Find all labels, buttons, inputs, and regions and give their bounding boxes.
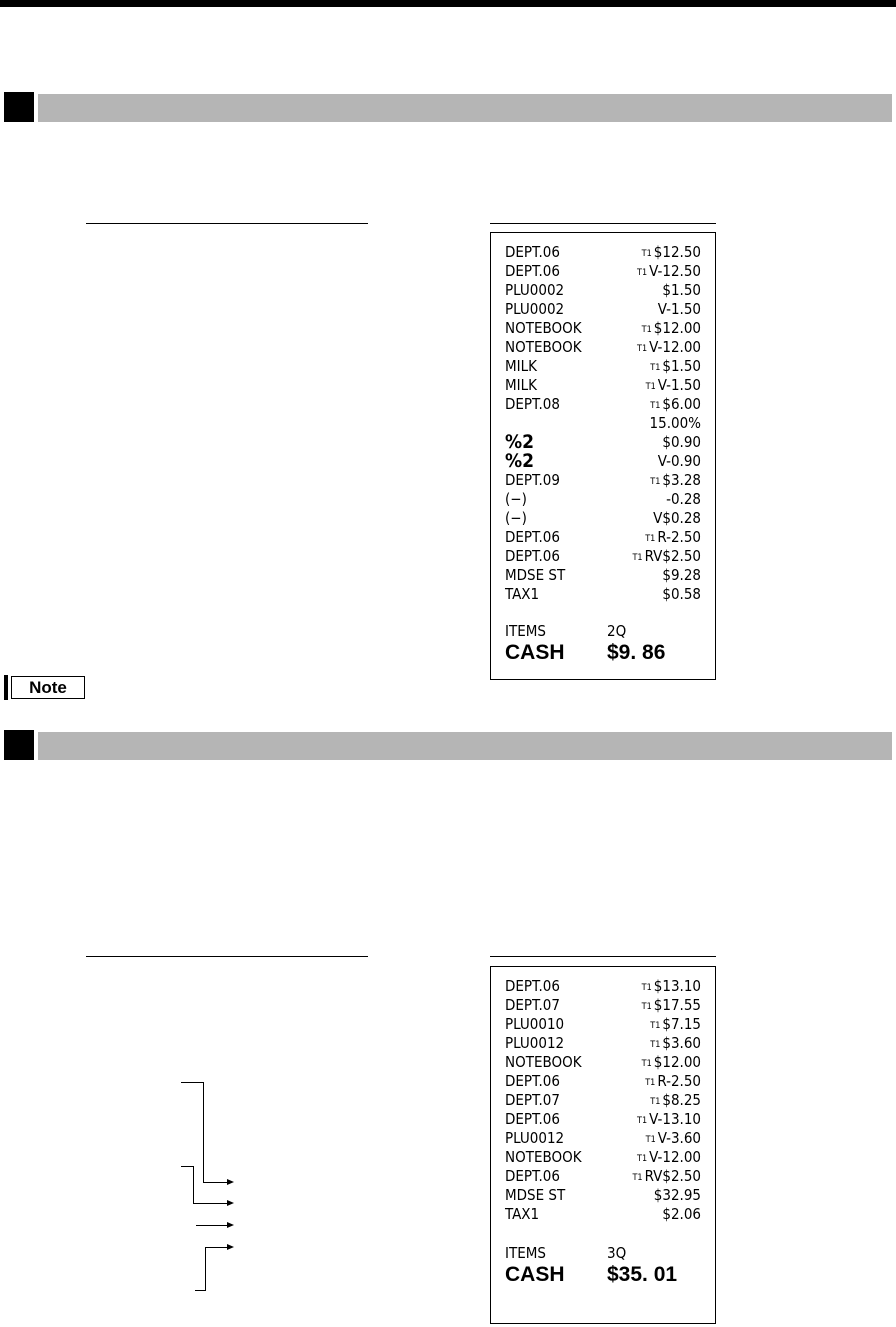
receipt-line [505,1167,701,1186]
line-amount: $9.28 [662,566,701,584]
line-amount: V-1.50 [657,376,701,394]
page-top-rule [0,0,896,7]
receipt-1 [490,232,716,680]
receipt-line [505,376,701,395]
line-label: TAX1 [505,585,540,603]
tax-status-symbol: T1 [650,1040,661,1050]
receipt-line [505,977,701,996]
tax-status-symbol: T1 [641,325,652,335]
line-amount: $12.00 [653,1053,701,1071]
section-marker-square [4,92,34,122]
items-label: ITEMS [505,1244,546,1262]
receipt-line [505,414,701,433]
flow-line [205,1247,206,1291]
flow-line [193,1203,228,1204]
receipt-line [505,433,701,452]
line-amount: V-1.50 [657,300,701,318]
receipt-line [505,1034,701,1053]
tax-status-symbol: T1 [637,1154,648,1164]
line-amount: $0.58 [662,585,701,603]
line-label: DEPT.07 [505,1091,560,1109]
tax-status-symbol: T1 [637,268,648,278]
line-amount-group [642,319,701,340]
line-label: (−) [505,509,527,527]
line-amount: V-12.50 [649,262,701,280]
line-amount: RV$2.50 [644,547,701,565]
receipt-line [505,243,701,262]
receipt-2-total-line [505,1263,701,1287]
line-amount: R-2.50 [657,528,701,546]
line-amount-group [637,1148,701,1169]
total-amount: $35. 01 [607,1263,678,1286]
receipt-line [505,1015,701,1034]
line-amount: V-0.90 [657,452,701,470]
line-label: DEPT.06 [505,1110,560,1128]
line-amount: V-13.10 [649,1110,701,1128]
line-label: DEPT.07 [505,996,560,1014]
tax-status-symbol: T1 [645,1135,656,1145]
arrow-right-icon [227,1179,234,1185]
line-amount-group [650,357,701,378]
arrow-right-icon [227,1200,234,1206]
receipt-line [505,395,701,414]
line-amount: $3.28 [662,471,701,489]
line-label: NOTEBOOK [505,1148,582,1166]
line-amount-group [637,338,701,359]
tax-status-symbol: T1 [637,344,648,354]
receipt-1-items-line [505,622,701,641]
line-label: PLU0012 [505,1034,565,1052]
flow-line [203,1182,228,1183]
line-amount-group [650,414,701,433]
line-label: %2 [505,431,535,453]
line-amount-group [642,1053,701,1074]
flow-line [195,1290,206,1291]
line-amount-group [650,1091,701,1112]
tax-status-symbol: T1 [641,983,652,993]
line-amount: $12.00 [653,319,701,337]
receipt-1-total-line [505,641,701,665]
line-amount-group [642,243,701,264]
line-label: DEPT.08 [505,395,560,413]
line-label: PLU0002 [505,281,565,299]
line-amount-group [662,1205,701,1224]
line-amount-group [646,1129,701,1150]
tax-status-symbol: T1 [650,477,661,487]
key-operation-rule-1 [86,223,368,224]
print-rule-1 [490,223,716,224]
tax-status-symbol: T1 [641,1059,652,1069]
line-amount-group [662,281,701,300]
line-amount: $3.60 [662,1034,701,1052]
section-heading-band [38,94,892,122]
receipt-line [505,1110,701,1129]
flow-line [205,1247,228,1248]
line-label: DEPT.06 [505,243,560,261]
line-amount: $1.50 [662,281,701,299]
receipt-line [505,1072,701,1091]
line-amount: $12.50 [653,243,701,261]
line-amount: V$0.28 [653,509,701,527]
section-heading-band [38,732,892,760]
items-count: 3Q [607,1244,627,1262]
flow-line [181,1082,204,1083]
items-label: ITEMS [505,622,546,640]
line-amount-group [666,490,701,509]
line-label: DEPT.06 [505,1072,560,1090]
tax-status-symbol: T1 [632,553,643,563]
line-amount: $13.10 [653,977,701,995]
line-amount-group [650,471,701,492]
tax-status-symbol: T1 [645,1078,656,1088]
line-amount: V-3.60 [657,1129,701,1147]
tax-status-symbol: T1 [645,534,656,544]
line-amount: $6.00 [662,395,701,413]
line-label: (−) [505,490,527,508]
tax-status-symbol: T1 [637,1116,648,1126]
receipt-line [505,338,701,357]
tax-status-symbol: T1 [641,1002,652,1012]
line-label: MILK [505,376,537,394]
line-amount-group [654,1186,701,1205]
receipt-line [505,1205,701,1224]
line-amount: $0.90 [662,433,701,451]
note-stripe [4,675,8,700]
line-amount-group [662,433,701,452]
line-label: DEPT.06 [505,528,560,546]
line-label: MILK [505,357,537,375]
line-amount-group [632,1167,701,1188]
tax-status-symbol: T1 [632,1173,643,1183]
total-label: CASH [505,641,565,664]
note-label: Note [11,676,85,699]
note-badge [4,675,87,700]
receipt-line [505,490,701,509]
line-amount-group [658,452,701,471]
receipt-line [505,528,701,547]
line-amount-group [637,262,701,283]
total-amount: $9. 86 [607,641,666,664]
line-label: NOTEBOOK [505,319,582,337]
receipt-line [505,281,701,300]
receipt-line [505,1129,701,1148]
line-label: TAX1 [505,1205,540,1223]
line-amount-group [646,376,701,397]
line-amount-group [632,547,701,568]
receipt-line [505,509,701,528]
total-label: CASH [505,1263,565,1286]
line-amount-group [645,1072,701,1093]
arrow-right-icon [227,1244,234,1250]
tax-status-symbol: T1 [650,1097,661,1107]
receipt-line [505,319,701,338]
flow-line [196,1225,228,1226]
line-label: NOTEBOOK [505,338,582,356]
receipt-line [505,262,701,281]
line-amount-group [650,1015,701,1036]
line-label: DEPT.06 [505,1167,560,1185]
line-amount-group [658,300,701,319]
line-label: DEPT.06 [505,547,560,565]
section-header-bar-1 [4,92,892,122]
key-operation-rule-2 [86,956,368,957]
receipt-line [505,1053,701,1072]
receipt-2-items-line [505,1244,701,1263]
line-label: NOTEBOOK [505,1053,582,1071]
line-amount: V-12.00 [649,338,701,356]
tax-status-symbol: T1 [650,1021,661,1031]
print-rule-2 [490,956,716,957]
line-amount: V-12.00 [649,1148,701,1166]
line-amount: 15.00% [649,414,701,432]
section-header-bar-2 [4,730,892,760]
arrow-right-icon [227,1222,234,1228]
tax-status-symbol: T1 [650,363,661,373]
line-amount: $7.15 [662,1015,701,1033]
receipt-2 [490,966,716,1324]
receipt-line [505,300,701,319]
line-label: PLU0002 [505,300,565,318]
items-count: 2Q [607,622,627,640]
tax-status-symbol: T1 [650,401,661,411]
receipt-line [505,471,701,490]
section-marker-square [4,730,34,760]
line-amount: $32.95 [653,1186,701,1204]
receipt-line [505,1148,701,1167]
line-amount: $8.25 [662,1091,701,1109]
line-amount: R-2.50 [657,1072,701,1090]
line-amount: $1.50 [662,357,701,375]
tax-status-symbol: T1 [641,249,652,259]
flow-line [203,1082,204,1182]
line-label: MDSE ST [505,566,566,584]
line-amount-group [662,585,701,604]
line-amount: RV$2.50 [644,1167,701,1185]
line-label: %2 [505,450,535,472]
line-amount-group [642,996,701,1017]
receipt-line [505,996,701,1015]
receipt-line [505,1186,701,1205]
line-label: DEPT.06 [505,262,560,280]
line-amount-group [662,566,701,585]
receipt-line [505,357,701,376]
line-label: DEPT.09 [505,471,560,489]
receipt-line [505,566,701,585]
flow-line [193,1166,194,1204]
line-label: PLU0012 [505,1129,565,1147]
receipt-line [505,1091,701,1110]
line-amount: $2.06 [662,1205,701,1223]
receipt-line [505,585,701,604]
line-amount-group [650,1034,701,1055]
line-label: DEPT.06 [505,977,560,995]
line-amount-group [645,528,701,549]
line-amount: $17.55 [653,996,701,1014]
receipt-1-lines [491,243,715,604]
receipt-2-lines [491,977,715,1224]
line-amount-group [653,509,701,528]
line-amount-group [642,977,701,998]
line-label: PLU0010 [505,1015,565,1033]
receipt-line [505,547,701,566]
line-amount: -0.28 [666,490,701,508]
line-label: MDSE ST [505,1186,566,1204]
line-amount-group [637,1110,701,1131]
line-amount-group [650,395,701,416]
tax-status-symbol: T1 [645,382,656,392]
receipt-line [505,452,701,471]
